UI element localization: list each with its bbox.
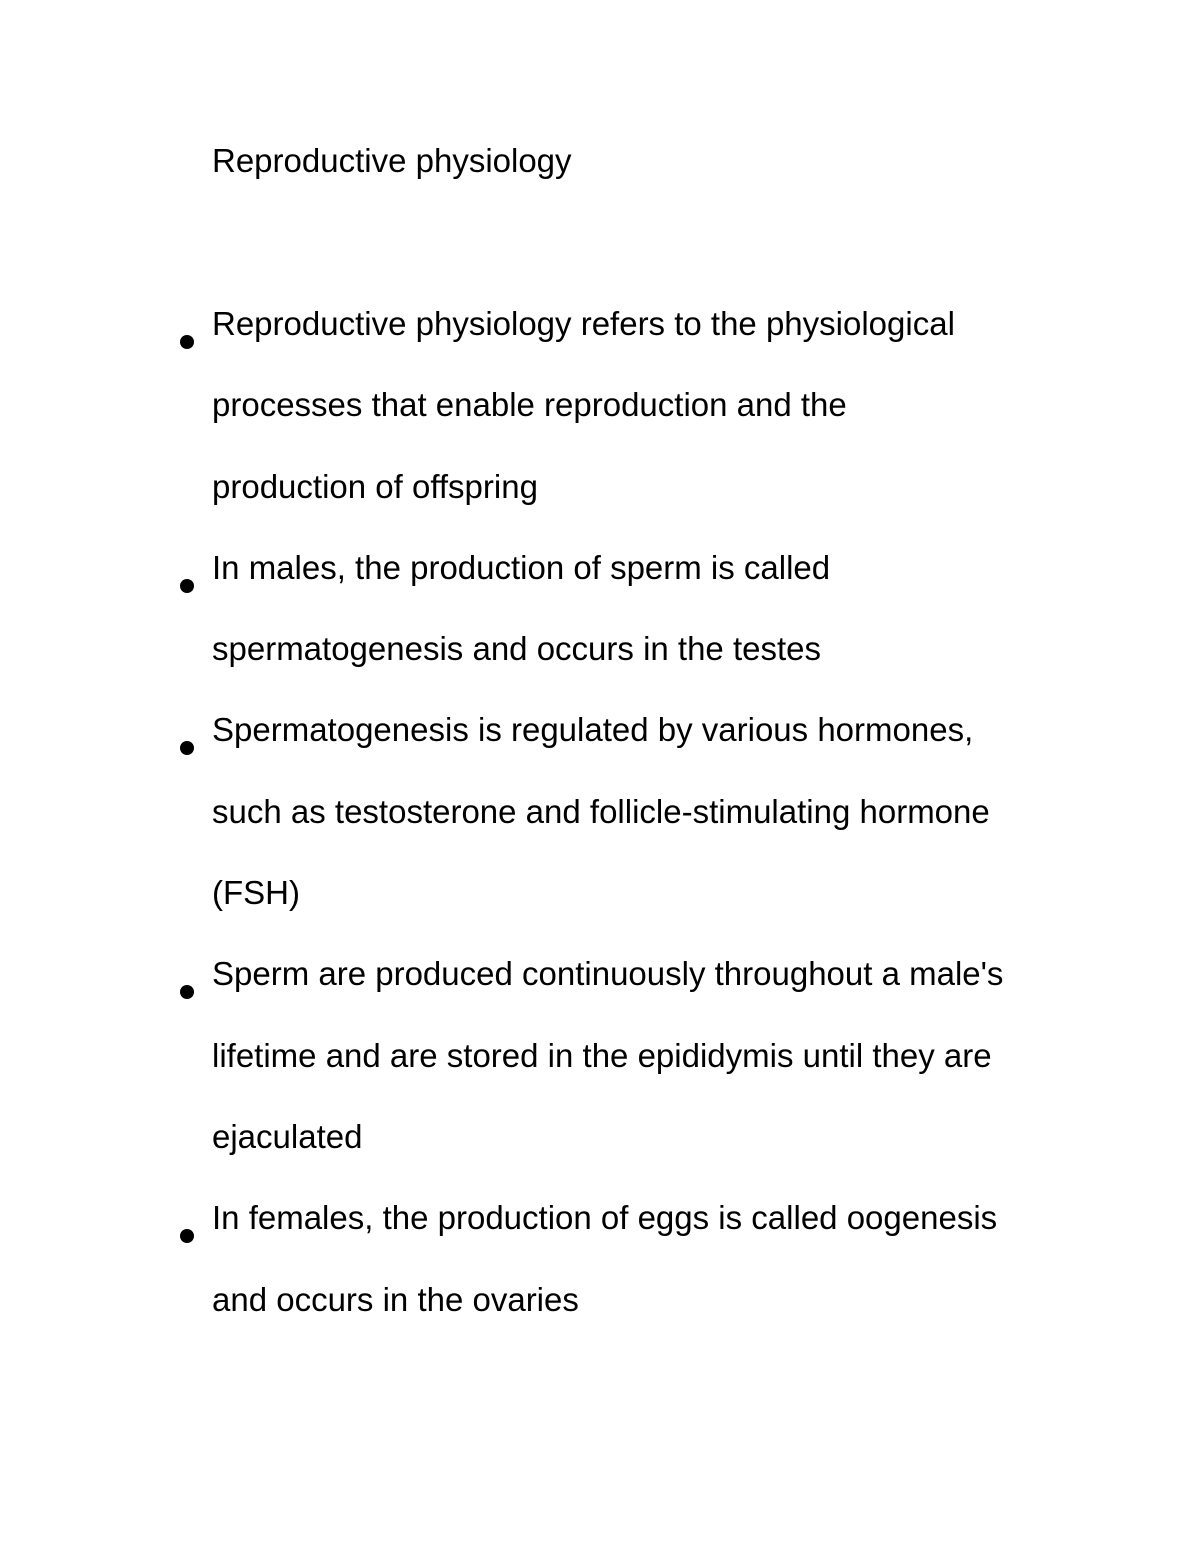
list-item	[212, 1196, 1092, 1359]
list-item-line: such as testosterone and follicle-stimulating hormone	[212, 792, 990, 830]
bullet-dot-icon	[180, 1229, 194, 1243]
list-item-line: and occurs in the ovaries	[212, 1280, 579, 1318]
list-item-line: Sperm are produced continuously throughout a male's	[212, 955, 1004, 993]
list-item-line: ejaculated	[212, 1117, 363, 1155]
list-item	[212, 546, 1092, 709]
list-item	[212, 302, 1092, 546]
list-item-line: In females, the production of eggs is called oogenesis	[212, 1199, 998, 1237]
list-item-line: Reproductive physiology refers to the physiological	[212, 305, 955, 342]
bullet-dot-icon	[180, 741, 194, 755]
bullet-dot-icon	[180, 579, 194, 593]
bullet-list	[212, 302, 1092, 1359]
list-item-line: lifetime and are stored in the epididymis until they are	[212, 1036, 992, 1074]
page-title: Reproductive physiology	[212, 142, 572, 179]
bullet-dot-icon	[180, 335, 194, 349]
list-item-line: processes that enable reproduction and the	[212, 386, 847, 424]
list-item-line: (FSH)	[212, 874, 300, 912]
list-item-line: production of offspring	[212, 467, 538, 505]
list-item-line: In males, the production of sperm is called	[212, 548, 831, 586]
list-item	[212, 952, 1092, 1196]
bullet-dot-icon	[180, 985, 194, 999]
list-item-line: Spermatogenesis is regulated by various hormones,	[212, 711, 974, 749]
list-item	[212, 708, 1092, 952]
list-item-line: spermatogenesis and occurs in the testes	[212, 630, 822, 668]
